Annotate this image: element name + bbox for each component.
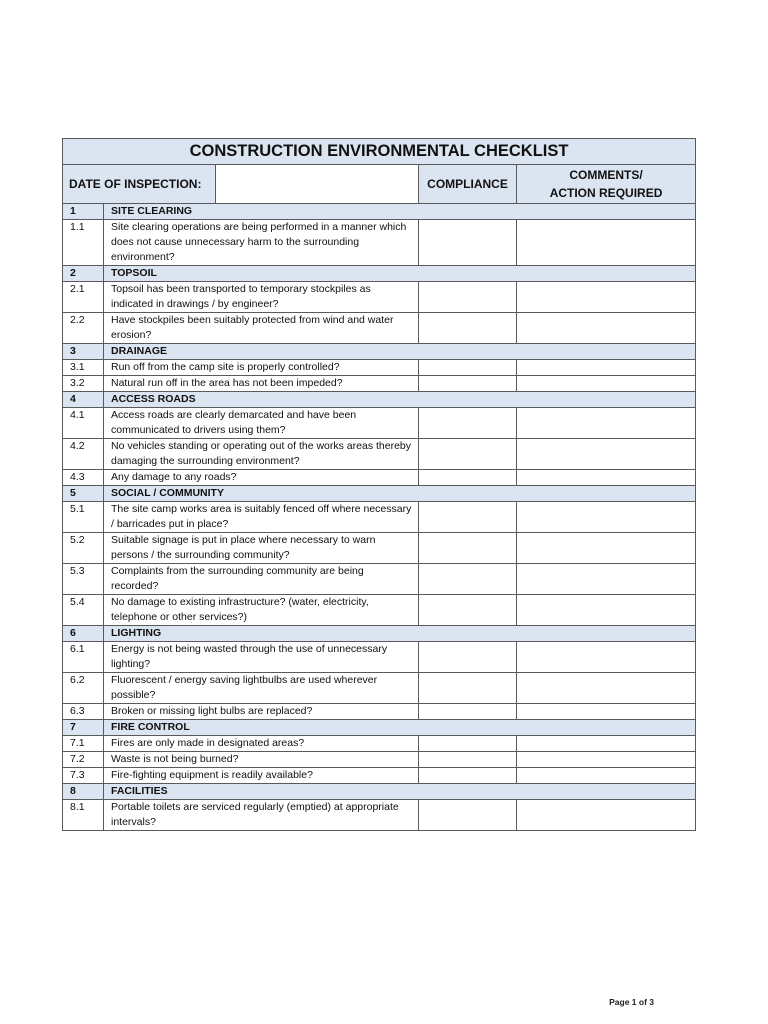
checklist-item-row bbox=[63, 376, 696, 392]
compliance-cell[interactable] bbox=[419, 704, 517, 720]
item-description: Any damage to any roads? bbox=[104, 470, 419, 486]
item-description: Natural run off in the area has not been impeded? bbox=[104, 376, 419, 392]
date-of-inspection-field[interactable] bbox=[216, 165, 419, 204]
section-row bbox=[63, 204, 696, 220]
item-description: No damage to existing infrastructure? (water, electricity, telephone or other services?) bbox=[104, 595, 419, 626]
item-description: The site camp works area is suitably fenced off where necessary / barricades put in place? bbox=[104, 502, 419, 533]
item-description: Waste is not being burned? bbox=[104, 752, 419, 768]
item-description: Site clearing operations are being performed in a manner which does not cause unnecessary harm to the surrounding environment? bbox=[104, 220, 419, 266]
item-number: 7.3 bbox=[63, 768, 104, 784]
document-title: CONSTRUCTION ENVIRONMENTAL CHECKLIST bbox=[63, 139, 696, 165]
item-description: No vehicles standing or operating out of the works areas thereby damaging the surrounding environment? bbox=[104, 439, 419, 470]
item-number: 4.1 bbox=[63, 408, 104, 439]
section-row bbox=[63, 344, 696, 360]
compliance-cell[interactable] bbox=[419, 752, 517, 768]
comments-cell[interactable] bbox=[517, 564, 696, 595]
checklist-body bbox=[63, 139, 696, 831]
compliance-cell[interactable] bbox=[419, 768, 517, 784]
section-title: DRAINAGE bbox=[104, 344, 696, 360]
checklist-item-row bbox=[63, 470, 696, 486]
item-number: 7.2 bbox=[63, 752, 104, 768]
comments-cell[interactable] bbox=[517, 800, 696, 831]
section-number: 2 bbox=[63, 266, 104, 282]
checklist-item-row bbox=[63, 220, 696, 266]
section-number: 5 bbox=[63, 486, 104, 502]
compliance-cell[interactable] bbox=[419, 376, 517, 392]
section-row bbox=[63, 266, 696, 282]
checklist-table bbox=[62, 138, 696, 831]
checklist-item-row bbox=[63, 752, 696, 768]
compliance-cell[interactable] bbox=[419, 313, 517, 344]
section-title: FIRE CONTROL bbox=[104, 720, 696, 736]
item-number: 3.2 bbox=[63, 376, 104, 392]
compliance-cell[interactable] bbox=[419, 595, 517, 626]
comments-cell[interactable] bbox=[517, 502, 696, 533]
item-description: Energy is not being wasted through the use of unnecessary lighting? bbox=[104, 642, 419, 673]
section-number: 1 bbox=[63, 204, 104, 220]
item-number: 6.2 bbox=[63, 673, 104, 704]
comments-cell[interactable] bbox=[517, 673, 696, 704]
item-number: 5.3 bbox=[63, 564, 104, 595]
comments-cell[interactable] bbox=[517, 704, 696, 720]
compliance-cell[interactable] bbox=[419, 439, 517, 470]
section-row bbox=[63, 626, 696, 642]
checklist-item-row bbox=[63, 595, 696, 626]
item-description: Fires are only made in designated areas? bbox=[104, 736, 419, 752]
compliance-cell[interactable] bbox=[419, 220, 517, 266]
section-title: SOCIAL / COMMUNITY bbox=[104, 486, 696, 502]
compliance-cell[interactable] bbox=[419, 800, 517, 831]
page-number: Page 1 of 3 bbox=[609, 997, 654, 1007]
comments-header-line1: COMMENTS/ bbox=[569, 168, 643, 182]
item-description: Access roads are clearly demarcated and have been communicated to drivers using them? bbox=[104, 408, 419, 439]
section-title: ACCESS ROADS bbox=[104, 392, 696, 408]
section-title: FACILITIES bbox=[104, 784, 696, 800]
comments-header bbox=[517, 165, 696, 204]
compliance-cell[interactable] bbox=[419, 564, 517, 595]
item-number: 5.4 bbox=[63, 595, 104, 626]
section-number: 6 bbox=[63, 626, 104, 642]
compliance-cell[interactable] bbox=[419, 502, 517, 533]
comments-cell[interactable] bbox=[517, 470, 696, 486]
compliance-header: COMPLIANCE bbox=[419, 165, 517, 204]
item-number: 8.1 bbox=[63, 800, 104, 831]
comments-cell[interactable] bbox=[517, 360, 696, 376]
compliance-cell[interactable] bbox=[419, 673, 517, 704]
compliance-cell[interactable] bbox=[419, 533, 517, 564]
comments-cell[interactable] bbox=[517, 282, 696, 313]
item-number: 6.3 bbox=[63, 704, 104, 720]
comments-cell[interactable] bbox=[517, 752, 696, 768]
checklist-item-row bbox=[63, 408, 696, 439]
item-number: 2.2 bbox=[63, 313, 104, 344]
section-number: 8 bbox=[63, 784, 104, 800]
checklist-item-row bbox=[63, 502, 696, 533]
item-number: 5.2 bbox=[63, 533, 104, 564]
checklist-item-row bbox=[63, 439, 696, 470]
section-row bbox=[63, 784, 696, 800]
section-title: LIGHTING bbox=[104, 626, 696, 642]
item-number: 3.1 bbox=[63, 360, 104, 376]
comments-cell[interactable] bbox=[517, 533, 696, 564]
section-title: TOPSOIL bbox=[104, 266, 696, 282]
compliance-cell[interactable] bbox=[419, 470, 517, 486]
item-number: 7.1 bbox=[63, 736, 104, 752]
item-description: Complaints from the surrounding community are being recorded? bbox=[104, 564, 419, 595]
comments-cell[interactable] bbox=[517, 313, 696, 344]
section-number: 7 bbox=[63, 720, 104, 736]
checklist-item-row bbox=[63, 642, 696, 673]
checklist-item-row bbox=[63, 768, 696, 784]
date-of-inspection-label: DATE OF INSPECTION: bbox=[63, 165, 216, 204]
comments-cell[interactable] bbox=[517, 376, 696, 392]
title-row bbox=[63, 139, 696, 165]
checklist-item-row bbox=[63, 736, 696, 752]
checklist-item-row bbox=[63, 360, 696, 376]
comments-header-line2: ACTION REQUIRED bbox=[549, 186, 663, 200]
checklist-item-row bbox=[63, 800, 696, 831]
section-number: 3 bbox=[63, 344, 104, 360]
item-number: 2.1 bbox=[63, 282, 104, 313]
compliance-cell[interactable] bbox=[419, 360, 517, 376]
compliance-cell[interactable] bbox=[419, 282, 517, 313]
section-row bbox=[63, 486, 696, 502]
compliance-cell[interactable] bbox=[419, 642, 517, 673]
checklist-item-row bbox=[63, 564, 696, 595]
comments-cell[interactable] bbox=[517, 439, 696, 470]
comments-cell[interactable] bbox=[517, 642, 696, 673]
checklist-item-row bbox=[63, 673, 696, 704]
item-description: Fluorescent / energy saving lightbulbs are used wherever possible? bbox=[104, 673, 419, 704]
item-number: 1.1 bbox=[63, 220, 104, 266]
item-description: Suitable signage is put in place where necessary to warn persons / the surrounding community? bbox=[104, 533, 419, 564]
compliance-cell[interactable] bbox=[419, 408, 517, 439]
checklist-item-row bbox=[63, 704, 696, 720]
section-row bbox=[63, 720, 696, 736]
compliance-cell[interactable] bbox=[419, 736, 517, 752]
item-number: 5.1 bbox=[63, 502, 104, 533]
comments-cell[interactable] bbox=[517, 736, 696, 752]
item-description: Broken or missing light bulbs are replaced? bbox=[104, 704, 419, 720]
item-number: 4.3 bbox=[63, 470, 104, 486]
checklist-item-row bbox=[63, 533, 696, 564]
item-description: Fire-fighting equipment is readily available? bbox=[104, 768, 419, 784]
comments-cell[interactable] bbox=[517, 220, 696, 266]
item-description: Have stockpiles been suitably protected from wind and water erosion? bbox=[104, 313, 419, 344]
item-description: Run off from the camp site is properly controlled? bbox=[104, 360, 419, 376]
section-title: SITE CLEARING bbox=[104, 204, 696, 220]
checklist-item-row bbox=[63, 282, 696, 313]
item-description: Topsoil has been transported to temporary stockpiles as indicated in drawings / by engineer? bbox=[104, 282, 419, 313]
checklist-item-row bbox=[63, 313, 696, 344]
header-row bbox=[63, 165, 696, 204]
section-number: 4 bbox=[63, 392, 104, 408]
item-number: 6.1 bbox=[63, 642, 104, 673]
comments-cell[interactable] bbox=[517, 408, 696, 439]
item-description: Portable toilets are serviced regularly (emptied) at appropriate intervals? bbox=[104, 800, 419, 831]
section-row bbox=[63, 392, 696, 408]
comments-cell[interactable] bbox=[517, 595, 696, 626]
comments-cell[interactable] bbox=[517, 768, 696, 784]
item-number: 4.2 bbox=[63, 439, 104, 470]
